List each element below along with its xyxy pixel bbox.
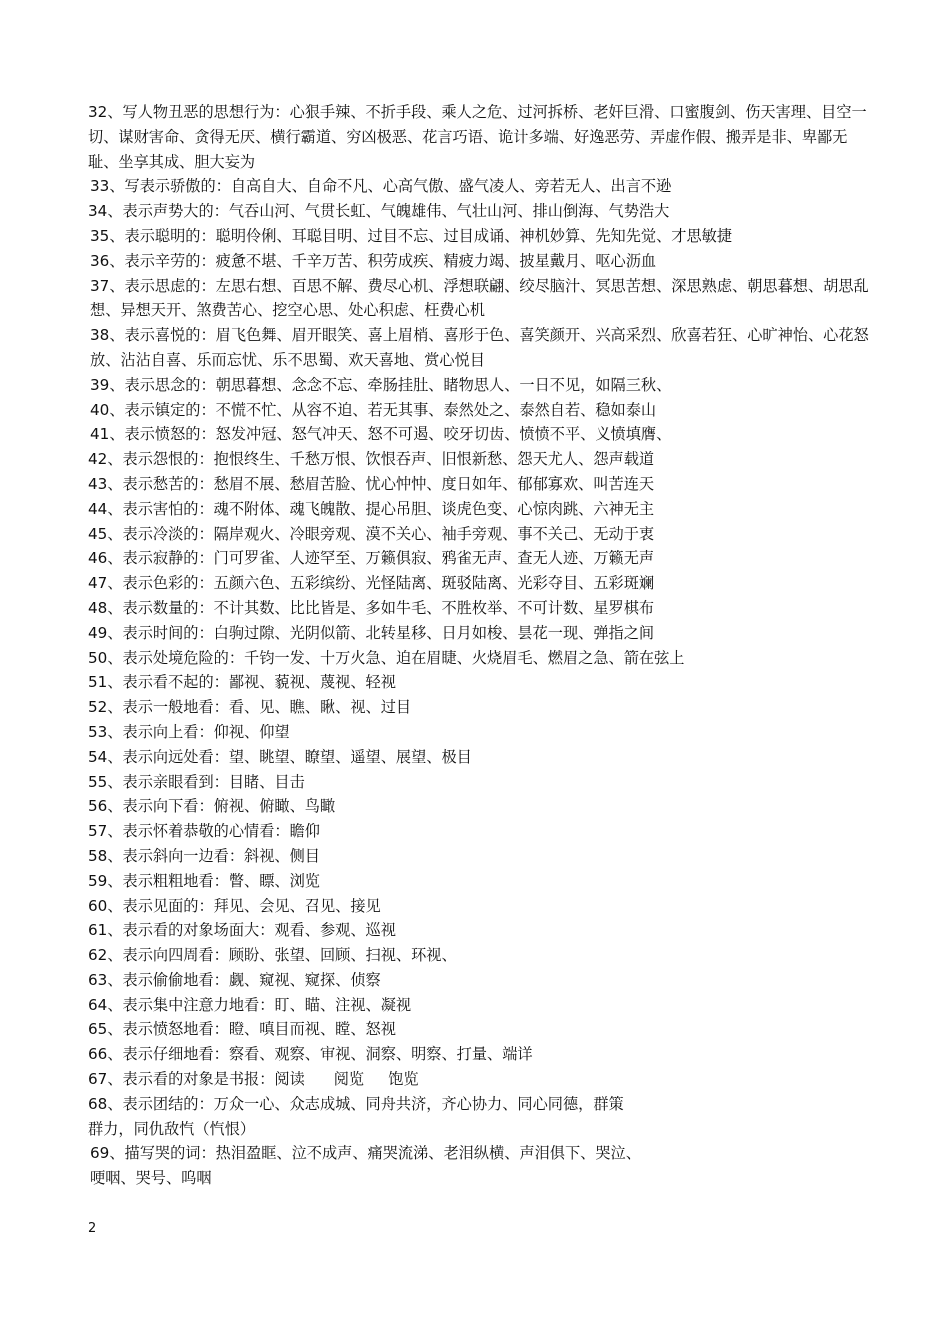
entry-36: 36、表示辛劳的：疲惫不堪、千辛万苦、积劳成疾、精疲力竭、披星戴月、呕心沥血: [90, 251, 657, 270]
entry-45: 45、表示冷淡的：隔岸观火、冷眼旁观、漠不关心、袖手旁观、事不关己、无动于衷: [88, 524, 655, 543]
entry-55: 55、表示亲眼看到：目睹、目击: [88, 772, 305, 791]
entry-65: 65、表示愤怒地看：瞪、嗔目而视、瞠、怒视: [88, 1020, 396, 1039]
entry-50: 50、表示处境危险的：千钧一发、十万火急、迫在眉睫、火烧眉毛、燃眉之急、箭在弦上: [88, 648, 685, 667]
entry-59: 59、表示粗粗地看：瞥、瞟、浏览: [88, 871, 320, 890]
entry-40: 40、表示镇定的：不慌不忙、从容不迫、若无其事、泰然处之、泰然自若、稳如泰山: [90, 400, 657, 419]
entry-69: 69、描写哭的词：热泪盈眶、泣不成声、痛哭流涕、老泪纵横、声泪俱下、哭泣、 哽咽、哭号、呜咽: [90, 1144, 641, 1188]
entry-57: 57、表示怀着恭敬的心情看：瞻仰: [88, 822, 320, 841]
entry-60: 60、表示见面的：拜见、会见、召见、接见: [88, 896, 381, 915]
entry-54: 54、表示向远处看：望、眺望、瞭望、遥望、展望、极目: [88, 747, 472, 766]
entry-47: 47、表示色彩的：五颜六色、五彩缤纷、光怪陆离、斑驳陆离、光彩夺目、五彩斑斓: [88, 574, 655, 593]
entry-37: 37、表示思虑的：左思右想、百思不解、费尽心机、浮想联翩、绞尽脑汁、冥思苦想、深思熟虑、朝思暮想、胡思乱想、异想天开、煞费苦心、挖空心思、处心积虑、枉费心机: [90, 276, 869, 320]
entry-39: 39、表示思念的：朝思暮想、念念不忘、牵肠挂肚、睹物思人、一日不见，如隔三秋、: [90, 375, 672, 394]
entry-48: 48、表示数量的：不计其数、比比皆是、多如牛毛、不胜枚举、不可计数、星罗棋布: [88, 598, 655, 617]
entry-32: 32、写人物丑恶的思想行为：心狠手辣、不折手段、乘人之危、过河拆桥、老奸巨滑、口蜜腹剑、伤天害理、目空一切、谋财害命、贪得无厌、横行霸道、穷凶极恶、花言巧语、诡计多端、好逸恶劳、弄虚作假、搬弄是非、卑鄙无耻、坐享其成、胆大妄为: [88, 103, 867, 171]
page-number: 2: [88, 1221, 97, 1236]
entry-51: 51、表示看不起的：鄙视、藐视、蔑视、轻视: [88, 673, 396, 692]
entry-35: 35、表示聪明的：聪明伶俐、耳聪目明、过目不忘、过目成诵、神机妙算、先知先觉、才思敏捷: [90, 226, 733, 245]
entry-68: 68、表示团结的：万众一心、众志成城、同舟共济，齐心协力、同心同德，群策 群力，同仇敌忾（忾恨）: [88, 1094, 624, 1138]
entry-62: 62、表示向四周看：顾盼、张望、回顾、扫视、环视、: [88, 946, 457, 965]
entry-46: 46、表示寂静的：门可罗雀、人迹罕至、万籁俱寂、鸦雀无声、查无人迹、万籁无声: [88, 549, 655, 568]
entry-56: 56、表示向下看：俯视、俯瞰、鸟瞰: [88, 797, 336, 816]
entry-49: 49、表示时间的：白驹过隙、光阴似箭、北转星移、日月如梭、昙花一现、弹指之间: [88, 623, 655, 642]
entry-44: 44、表示害怕的：魂不附体、魂飞魄散、提心吊胆、谈虎色变、心惊肉跳、六神无主: [88, 499, 655, 518]
entry-34: 34、表示声势大的：气吞山河、气贯长虹、气魄雄伟、气壮山河、排山倒海、气势浩大: [88, 202, 670, 221]
entry-64: 64、表示集中注意力地看：盯、瞄、注视、凝视: [88, 995, 412, 1014]
entry-58: 58、表示斜向一边看：斜视、侧目: [88, 846, 320, 865]
entry-52: 52、表示一般地看：看、见、瞧、瞅、视、过目: [88, 698, 412, 717]
entry-43: 43、表示愁苦的：愁眉不展、愁眉苦脸、忧心忡忡、度日如年、郁郁寡欢、叫苦连天: [88, 474, 655, 493]
entry-38: 38、表示喜悦的：眉飞色舞、眉开眼笑、喜上眉梢、喜形于色、喜笑颜开、兴高采烈、欣喜若狂、心旷神怡、心花怒放、沾沾自喜、乐而忘忧、乐不思蜀、欢天喜地、赏心悦目: [90, 326, 869, 369]
entry-67: 67、表示看的对象是书报：阅读 阅览 饱览: [88, 1070, 419, 1089]
entry-53: 53、表示向上看：仰视、仰望: [88, 722, 290, 741]
entry-63: 63、表示偷偷地看：觑、窥视、窥探、侦察: [88, 970, 381, 989]
entry-33: 33、写表示骄傲的：自高自大、自命不凡、心高气傲、盛气凌人、旁若无人、出言不逊: [90, 177, 672, 196]
document-body: [88, 100, 873, 1191]
entry-42: 42、表示怨恨的：抱恨终生、千愁万恨、饮恨吞声、旧恨新愁、怨天尤人、怨声载道: [88, 450, 655, 469]
entry-66: 66、表示仔细地看：察看、观察、审视、洞察、明察、打量、端详: [88, 1045, 533, 1064]
entry-61: 61、表示看的对象场面大：观看、参观、巡视: [88, 921, 396, 940]
entry-41: 41、表示愤怒的：怒发冲冠、怒气冲天、怒不可遏、咬牙切齿、愤愤不平、义愤填膺、: [90, 425, 672, 444]
